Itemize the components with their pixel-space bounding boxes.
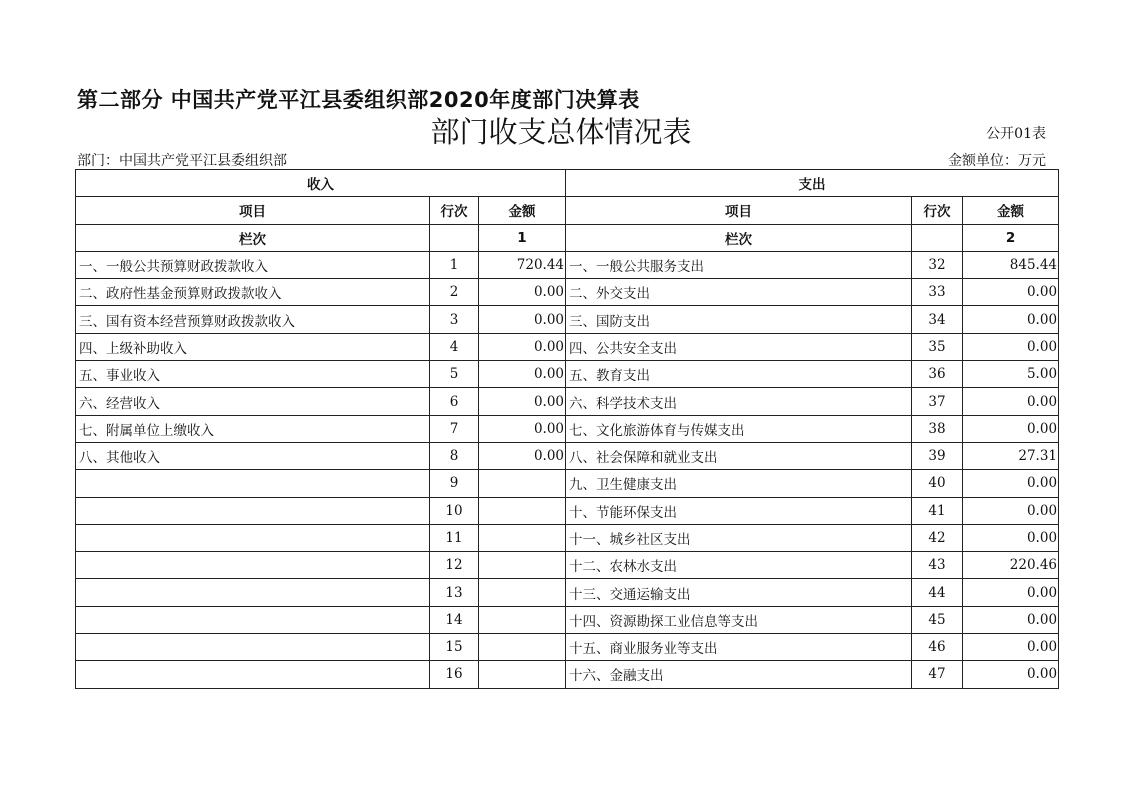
expense-line-cell: 35 [912,333,963,360]
income-amount-cell [479,470,566,497]
table-row [76,524,1059,551]
income-amount-cell: 0.00 [479,361,566,388]
income-line-cell: 16 [430,661,479,688]
income-line-cell: 5 [430,361,479,388]
column-index-row [76,224,1059,251]
expense-index-line-empty [912,224,963,251]
table-row [76,497,1059,524]
income-item-cell [76,524,430,551]
income-amount-cell: 0.00 [479,388,566,415]
department-label: 部门：中国共产党平江县委组织部 [77,153,287,169]
income-line-cell: 12 [430,552,479,579]
income-amount-cell: 0.00 [479,333,566,360]
income-item-cell [76,552,430,579]
expense-line-cell: 39 [912,442,963,469]
table-row [76,415,1059,442]
income-item-cell [76,661,430,688]
expense-item-cell: 一、一般公共服务支出 [566,251,912,278]
expense-item-cell: 十六、金融支出 [566,661,912,688]
expense-item-cell: 十、节能环保支出 [566,497,912,524]
table-row [76,606,1059,633]
income-item-cell [76,579,430,606]
expense-amount-header: 金额 [963,197,1059,224]
income-amount-cell: 720.44 [479,251,566,278]
table-row [76,388,1059,415]
income-amount-cell [479,497,566,524]
expense-item-cell: 二、外交支出 [566,279,912,306]
table-row [76,279,1059,306]
expense-line-cell: 46 [912,634,963,661]
expense-amount-cell: 0.00 [963,333,1059,360]
income-line-cell: 14 [430,606,479,633]
expense-amount-cell: 0.00 [963,661,1059,688]
income-item-cell: 三、国有资本经营预算财政拨款收入 [76,306,430,333]
income-amount-cell [479,634,566,661]
income-line-cell: 2 [430,279,479,306]
income-item-cell: 七、附属单位上缴收入 [76,415,430,442]
expense-item-cell: 七、文化旅游体育与传媒支出 [566,415,912,442]
income-expense-table [75,169,1059,689]
income-line-cell: 8 [430,442,479,469]
expense-line-cell: 43 [912,552,963,579]
income-index-line-empty [430,224,479,251]
expense-line-cell: 34 [912,306,963,333]
section-header-row [76,170,1059,197]
income-item-cell [76,634,430,661]
table-row [76,579,1059,606]
expense-item-cell: 十一、城乡社区支出 [566,524,912,551]
expense-item-cell: 十二、农林水支出 [566,552,912,579]
income-item-cell: 四、上级补助收入 [76,333,430,360]
income-item-cell [76,470,430,497]
table-row [76,552,1059,579]
expense-index-label: 栏次 [566,224,912,251]
income-item-cell [76,497,430,524]
expense-item-cell: 六、科学技术支出 [566,388,912,415]
expense-line-cell: 40 [912,470,963,497]
expense-item-cell: 九、卫生健康支出 [566,470,912,497]
income-line-cell: 7 [430,415,479,442]
expense-amount-cell: 0.00 [963,497,1059,524]
income-amount-header: 金额 [479,197,566,224]
income-index-number: 1 [479,224,566,251]
income-amount-cell [479,661,566,688]
income-index-label: 栏次 [76,224,430,251]
income-amount-cell: 0.00 [479,442,566,469]
expense-amount-cell: 0.00 [963,470,1059,497]
income-line-header: 行次 [430,197,479,224]
table-row [76,661,1059,688]
expense-line-cell: 42 [912,524,963,551]
expense-item-cell: 十三、交通运输支出 [566,579,912,606]
amount-unit-label: 金额单位：万元 [948,153,1046,169]
table-row [76,306,1059,333]
expense-line-cell: 33 [912,279,963,306]
income-amount-cell: 0.00 [479,306,566,333]
expense-amount-cell: 27.31 [963,442,1059,469]
income-amount-cell [479,606,566,633]
income-item-cell: 八、其他收入 [76,442,430,469]
expense-amount-cell: 0.00 [963,579,1059,606]
expense-amount-cell: 0.00 [963,306,1059,333]
table-row [76,470,1059,497]
income-section-header: 收入 [76,170,566,197]
expense-amount-cell: 845.44 [963,251,1059,278]
expense-item-cell: 十四、资源勘探工业信息等支出 [566,606,912,633]
income-item-cell: 五、事业收入 [76,361,430,388]
expense-item-cell: 三、国防支出 [566,306,912,333]
expense-amount-cell: 0.00 [963,415,1059,442]
expense-line-cell: 41 [912,497,963,524]
expense-amount-cell: 0.00 [963,524,1059,551]
table-row [76,361,1059,388]
expense-amount-cell: 0.00 [963,606,1059,633]
expense-line-cell: 44 [912,579,963,606]
expense-line-cell: 32 [912,251,963,278]
income-amount-cell: 0.00 [479,279,566,306]
table-row [76,442,1059,469]
expense-line-cell: 45 [912,606,963,633]
expense-index-number: 2 [963,224,1059,251]
expense-line-cell: 38 [912,415,963,442]
income-line-cell: 9 [430,470,479,497]
expense-line-cell: 37 [912,388,963,415]
income-amount-cell [479,579,566,606]
form-code: 公开01表 [986,126,1046,142]
expense-line-header: 行次 [912,197,963,224]
expense-amount-cell: 0.00 [963,388,1059,415]
income-line-cell: 11 [430,524,479,551]
table-row [76,251,1059,278]
table-row [76,333,1059,360]
income-line-cell: 10 [430,497,479,524]
income-amount-cell [479,524,566,551]
expense-line-cell: 36 [912,361,963,388]
expense-section-header: 支出 [566,170,1059,197]
income-line-cell: 3 [430,306,479,333]
table-title: 部门收支总体情况表 [430,115,692,149]
expense-item-cell: 十五、商业服务业等支出 [566,634,912,661]
income-line-cell: 6 [430,388,479,415]
income-item-cell: 二、政府性基金预算财政拨款收入 [76,279,430,306]
income-line-cell: 1 [430,251,479,278]
expense-item-cell: 四、公共安全支出 [566,333,912,360]
expense-amount-cell: 220.46 [963,552,1059,579]
column-header-row [76,197,1059,224]
expense-amount-cell: 0.00 [963,634,1059,661]
income-item-cell: 一、一般公共预算财政拨款收入 [76,251,430,278]
income-amount-cell: 0.00 [479,415,566,442]
expense-item-cell: 八、社会保障和就业支出 [566,442,912,469]
income-item-cell: 六、经营收入 [76,388,430,415]
document-heading: 第二部分 中国共产党平江县委组织部2020年度部门决算表 [77,88,640,112]
income-line-cell: 15 [430,634,479,661]
income-line-cell: 4 [430,333,479,360]
expense-line-cell: 47 [912,661,963,688]
income-item-header: 项目 [76,197,430,224]
income-item-cell [76,606,430,633]
table-row [76,634,1059,661]
expense-amount-cell: 0.00 [963,279,1059,306]
expense-item-header: 项目 [566,197,912,224]
income-line-cell: 13 [430,579,479,606]
income-amount-cell [479,552,566,579]
expense-item-cell: 五、教育支出 [566,361,912,388]
expense-amount-cell: 5.00 [963,361,1059,388]
